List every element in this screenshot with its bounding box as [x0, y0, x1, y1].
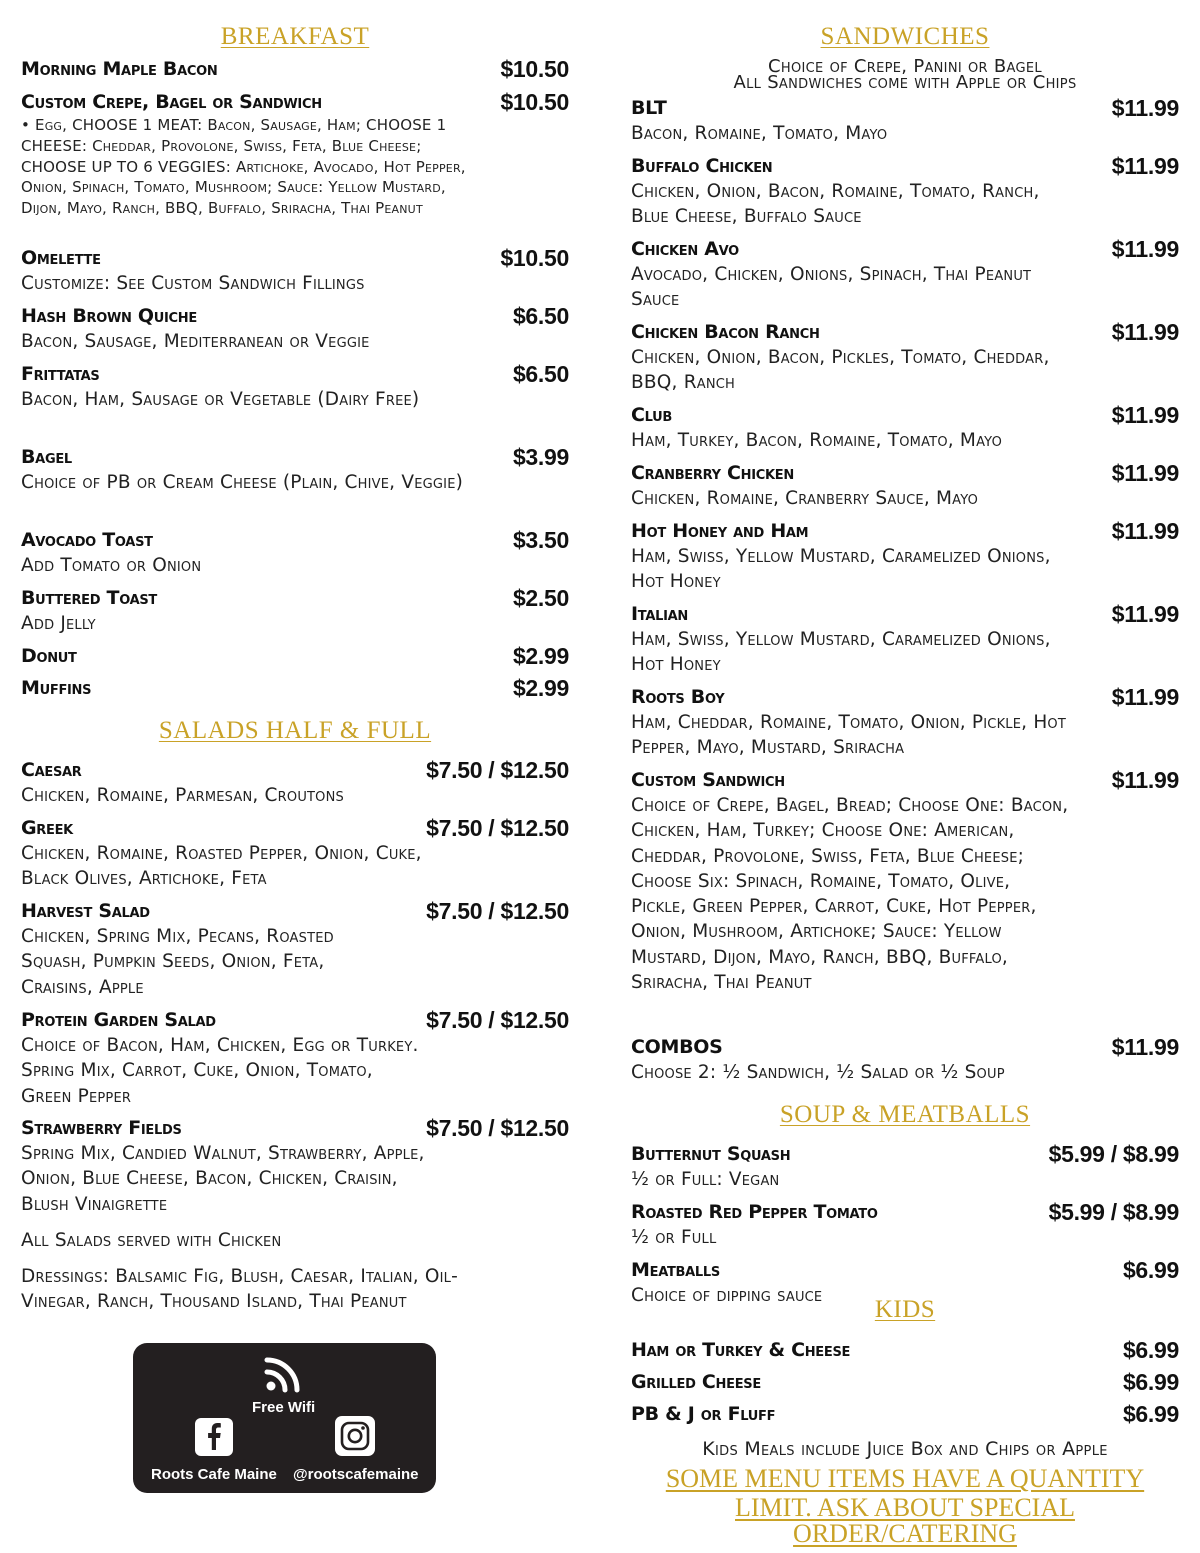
item-price: $11.99 — [1111, 95, 1179, 121]
soup-heading: SOUP & MEATBALLS — [779, 1101, 1031, 1128]
item-description: Choice of Crepe, Bagel, Bread; Choose One: Bacon, Chicken, Ham, Turkey; Choose One: American, Cheddar, Provolone, Swiss, Feta, Blue Cheese; Choose Six: Spinach, Romaine, Tomato, Olive, Pickle, Green Pepper, Carrot, Cuke, Hot Pepper, Onion, Mushroom, Artichoke; Sauce: Yellow Mustard, Dijon, Mayo, Ranch, BBQ, Buffalo, Sriracha, Thai Peanut — [631, 795, 1069, 994]
item-description: ½ or Full — [631, 1227, 717, 1248]
item-price: $11.99 — [1111, 601, 1179, 627]
item-description: Avocado, Chicken, Onions, Spinach, Thai Peanut Sauce — [631, 264, 1032, 311]
item-description: ½ or Full: Vegan — [631, 1169, 780, 1190]
item-description: Chicken, Romaine, Parmesan, Croutons — [21, 785, 344, 806]
item-name: Bagel — [21, 446, 72, 468]
sandwiches-heading: SANDWICHES — [820, 23, 990, 50]
item-description: Chicken, Spring Mix, Pecans, Roasted Squash, Pumpkin Seeds, Onion, Feta, Craisins, Apple — [21, 926, 334, 998]
instagram-label[interactable]: @rootscafemaine — [293, 1466, 419, 1483]
item-price: $7.50 / $12.50 — [426, 1115, 569, 1141]
item-description: • Egg, CHOOSE 1 MEAT: Bacon, Sausage, Ham; CHOOSE 1 CHEESE: Cheddar, Provolone, Swiss, Feta, Blue Cheese; CHOOSE UP TO 6 VEGGIES: Artichoke, Avocado, Hot Pepper, Onion, Spinach, Tomato, Mushroom; Sauce: Yellow Mustard, Dijon, Mayo, Ranch, BBQ, Buffalo, Sriracha, Thai Peanut — [21, 116, 466, 218]
instagram-icon[interactable] — [335, 1416, 375, 1456]
item-name: Club — [631, 404, 673, 426]
item-name: Donut — [21, 645, 77, 667]
item-price: $3.50 — [512, 527, 569, 553]
item-description: Chicken, Romaine, Cranberry Sauce, Mayo — [631, 488, 979, 509]
salads-chicken-note: All Salads served with Chicken — [21, 1230, 282, 1251]
item-description: Bacon, Sausage, Mediterranean or Veggie — [21, 331, 370, 352]
sandwiches-subtitle: Choice of Crepe, Panini or Bagel — [768, 56, 1042, 77]
item-price: $11.99 — [1111, 319, 1179, 345]
item-name: Butternut Squash — [631, 1143, 791, 1165]
item-description: Choice of PB or Cream Cheese (Plain, Chive, Veggie) — [21, 472, 464, 493]
item-description: Choice of Bacon, Ham, Chicken, Egg or Turkey. Spring Mix, Carrot, Cuke, Onion, Tomato, Green Pepper — [21, 1035, 419, 1107]
item-name: Grilled Cheese — [631, 1371, 761, 1393]
item-description: Ham, Cheddar, Romaine, Tomato, Onion, Pickle, Hot Pepper, Mayo, Mustard, Sriracha — [631, 712, 1066, 759]
item-price: $11.99 — [1111, 460, 1179, 486]
item-price: $11.99 — [1111, 402, 1179, 428]
item-name: Frittatas — [21, 363, 100, 385]
item-name: Avocado Toast — [21, 529, 153, 551]
item-name: Muffins — [21, 677, 92, 699]
item-price: $6.50 — [512, 303, 569, 329]
item-price: $7.50 / $12.50 — [426, 815, 569, 841]
footer-line-1: SOME MENU ITEMS HAVE A QUANTITY — [665, 1464, 1145, 1493]
salads-heading: SALADS HALF & FULL — [158, 717, 432, 744]
item-name: Cranberry Chicken — [631, 462, 794, 484]
item-description: Chicken, Onion, Bacon, Romaine, Tomato, Ranch, Blue Cheese, Buffalo Sauce — [631, 181, 1040, 228]
item-description: Bacon, Romaine, Tomato, Mayo — [631, 123, 888, 144]
sandwiches-subtitle: All Sandwiches come with Apple or Chips — [733, 72, 1077, 93]
item-name: Morning Maple Bacon — [21, 58, 218, 80]
item-name: Omelette — [21, 247, 101, 269]
item-description: Chicken, Onion, Bacon, Pickles, Tomato, Cheddar, BBQ, Ranch — [631, 347, 1050, 394]
item-price: $6.99 — [1122, 1369, 1179, 1395]
kids-note: Kids Meals include Juice Box and Chips or Apple — [702, 1438, 1108, 1460]
item-price: $11.99 — [1111, 236, 1179, 262]
item-price: $3.99 — [512, 444, 569, 470]
item-price: $7.50 / $12.50 — [426, 757, 569, 783]
item-name: Custom Crepe, Bagel or Sandwich — [21, 91, 322, 113]
item-name: Protein Garden Salad — [21, 1009, 216, 1031]
item-price: $10.50 — [500, 56, 569, 82]
wifi-icon — [264, 1355, 302, 1393]
item-description: Ham, Swiss, Yellow Mustard, Caramelized Onions, Hot Honey — [631, 546, 1051, 593]
item-name: Strawberry Fields — [21, 1117, 182, 1139]
item-price: $11.99 — [1111, 1034, 1179, 1060]
item-name: Custom Sandwich — [631, 769, 785, 791]
item-name: Hot Honey and Ham — [631, 520, 809, 542]
item-price: $5.99 / $8.99 — [1048, 1199, 1179, 1225]
item-price: $7.50 / $12.50 — [426, 1007, 569, 1033]
item-description: Add Tomato or Onion — [21, 555, 202, 576]
item-price: $2.99 — [512, 643, 569, 669]
item-name: BLT — [631, 97, 667, 119]
item-name: Meatballs — [631, 1259, 720, 1281]
item-price: $2.99 — [512, 675, 569, 701]
item-price: $11.99 — [1111, 767, 1179, 793]
item-price: $2.50 — [512, 585, 569, 611]
item-description: Bacon, Ham, Sausage or Vegetable (Dairy Free) — [21, 389, 420, 410]
item-price: $10.50 — [500, 245, 569, 271]
item-price: $11.99 — [1111, 518, 1179, 544]
item-name: Roasted Red Pepper Tomato — [631, 1201, 878, 1223]
item-name: COMBOS — [631, 1036, 723, 1058]
item-name: Chicken Bacon Ranch — [631, 321, 820, 343]
item-price: $6.99 — [1122, 1257, 1179, 1283]
breakfast-heading: BREAKFAST — [220, 23, 370, 50]
wifi-label: Free Wifi — [252, 1399, 316, 1416]
item-price: $6.50 — [512, 361, 569, 387]
item-name: Buffalo Chicken — [631, 155, 773, 177]
item-name: PB & J or Fluff — [631, 1403, 776, 1425]
item-price: $7.50 / $12.50 — [426, 898, 569, 924]
facebook-label[interactable]: Roots Cafe Maine — [151, 1466, 277, 1483]
item-name: Hash Brown Quiche — [21, 305, 197, 327]
facebook-icon[interactable] — [195, 1418, 233, 1456]
kids-heading: KIDS — [874, 1296, 936, 1323]
item-name: Chicken Avo — [631, 238, 739, 260]
item-description: Chicken, Romaine, Roasted Pepper, Onion, Cuke, Black Olives, Artichoke, Feta — [21, 843, 422, 890]
item-price: $6.99 — [1122, 1337, 1179, 1363]
item-name: Italian — [631, 603, 688, 625]
item-description: Choice of dipping sauce — [631, 1285, 823, 1306]
item-price: $5.99 / $8.99 — [1048, 1141, 1179, 1167]
salads-dressings-note: Dressings: Balsamic Fig, Blush, Caesar, Italian, Oil-Vinegar, Ranch, Thousand Island, Thai Peanut — [21, 1266, 458, 1313]
item-description: Choose 2: ½ Sandwich, ½ Salad or ½ Soup — [631, 1062, 1005, 1083]
item-name: Buttered Toast — [21, 587, 158, 609]
item-price: $11.99 — [1111, 153, 1179, 179]
item-name: Greek — [21, 817, 73, 839]
item-description: Spring Mix, Candied Walnut, Strawberry, Apple, Onion, Blue Cheese, Bacon, Chicken, Craisin, Blush Vinaigrette — [21, 1143, 425, 1215]
item-description: Ham, Turkey, Bacon, Romaine, Tomato, Mayo — [631, 430, 1003, 451]
item-name: Caesar — [21, 759, 82, 781]
item-price: $10.50 — [500, 89, 569, 115]
item-name: Harvest Salad — [21, 900, 150, 922]
footer-line-2: LIMIT. ASK ABOUT SPECIAL ORDER/CATERING — [735, 1493, 1075, 1548]
item-name: Ham or Turkey & Cheese — [631, 1339, 851, 1361]
item-description: Customize: See Custom Sandwich Fillings — [21, 273, 365, 294]
item-description: Add Jelly — [21, 613, 96, 634]
item-price: $11.99 — [1111, 684, 1179, 710]
item-name: Roots Boy — [631, 686, 725, 708]
item-description: Ham, Swiss, Yellow Mustard, Caramelized Onions, Hot Honey — [631, 629, 1051, 676]
item-price: $6.99 — [1122, 1401, 1179, 1427]
